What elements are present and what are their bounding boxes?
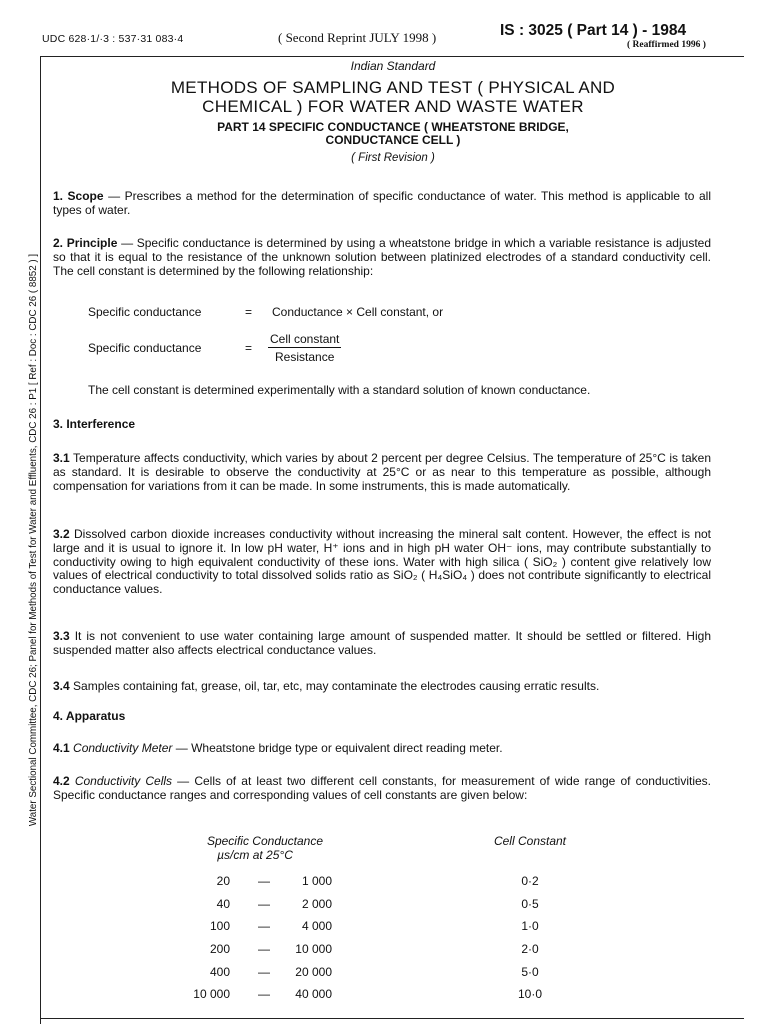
range-to: 40 000: [295, 987, 332, 1001]
document-title-line1: METHODS OF SAMPLING AND TEST ( PHYSICAL AND: [170, 78, 616, 97]
range-to: 2 000: [301, 897, 332, 911]
paragraph-3-1: [53, 452, 711, 493]
paragraph-3-3-label: 3.3: [53, 629, 70, 643]
range-to: 10 000: [295, 942, 332, 956]
standard-label: Indian Standard: [350, 59, 436, 73]
equation-2-numerator: Cell constant: [270, 332, 340, 346]
paragraph-3-3-text: It is not convenient to use water containing large amount of suspended matter. It should be settled or filtered. High suspended matter also affects electrical conductance values.: [53, 629, 711, 657]
equation-1-lhs: Specific conductance: [88, 305, 202, 319]
paragraph-4-2-term: Conductivity Cells: [74, 774, 173, 788]
range-dash: —: [258, 942, 270, 956]
range-from: 400: [209, 965, 230, 979]
range-dash: —: [258, 965, 270, 979]
frame-top-rule: [40, 56, 744, 57]
frame-bottom-rule: [40, 1018, 744, 1019]
equation-2-fraction: [268, 332, 341, 364]
paragraph-3-4-label: 3.4: [53, 679, 70, 693]
equation-2-operator: =: [245, 341, 253, 355]
paragraph-3-2: [53, 528, 711, 597]
range-from: 10 000: [193, 987, 230, 1001]
cell-constant-value: 0·5: [521, 897, 539, 911]
range-from: 20: [216, 874, 230, 888]
range-from: 40: [216, 897, 230, 911]
range-from: 200: [209, 942, 230, 956]
paragraph-3-1-label: 3.1: [53, 451, 70, 465]
paragraph-3-1-text: Temperature affects conductivity, which varies by about 2 percent per degree Celsius. The temperature of 25°C is taken as standard. It is desirable to observe the conductivity at 25°C or as near to this temperature as possible, although compensation for variations from it can be made. In some instruments, this is made automatically.: [53, 451, 711, 493]
paragraph-4-1-text: — Wheatstone bridge type or equivalent direct reading meter.: [172, 741, 503, 755]
paragraph-4-1-term: Conductivity Meter: [73, 741, 173, 755]
scope-paragraph: [53, 190, 711, 218]
equation-2-lhs: Specific conductance: [88, 341, 202, 355]
document-title-line2: CHEMICAL ) FOR WATER AND WASTE WATER: [202, 97, 584, 116]
cell-constant-value: 2·0: [521, 942, 539, 956]
principle-text: — Specific conductance is determined by using a wheatstone bridge in which a variable resistance is adjusted so that it is equal to the resistance of the unknown solution between platinized electrodes of a standard conductivity cell. The cell constant is determined by the following relationship:: [53, 236, 711, 278]
part-title-line1: PART 14 SPECIFIC CONDUCTANCE ( WHEATSTONE BRIDGE,: [217, 120, 569, 134]
equation-1-operator: =: [245, 305, 253, 319]
paragraph-4-2-text: — Cells of at least two different cell constants, for measurement of wide range of conductivities. Specific conductance ranges and corresponding values of cell constants are given below:: [53, 774, 711, 802]
paragraph-3-4: [53, 680, 711, 694]
range-from: 100: [209, 919, 230, 933]
cell-constant-value: 5·0: [521, 965, 539, 979]
range-dash: —: [258, 897, 270, 911]
reaffirmed-note: ( Reaffirmed 1996 ): [627, 40, 706, 50]
equation-2-denominator: Resistance: [275, 350, 335, 364]
interference-heading: 3. Interference: [53, 417, 136, 431]
paragraph-3-4-text: Samples containing fat, grease, oil, tar, etc, may contaminate the electrodes causing erratic results.: [69, 679, 600, 693]
paragraph-4-2-label: 4.2: [53, 774, 70, 788]
range-to: 20 000: [295, 965, 332, 979]
standard-number: IS : 3025 ( Part 14 ) - 1984: [500, 22, 687, 39]
reprint-note: ( Second Reprint JULY 1998 ): [278, 30, 437, 45]
paragraph-3-2-text: Dissolved carbon dioxide increases conductivity without increasing the mineral salt content. However, the effect is not large and it is usual to ignore it. In low pH water, H⁺ ions and in high pH water OH⁻ ions, may contribute substantially to conductivity owing to high equivalent conductivity of these ions. Water with high silica ( SiO₂ ) content give relatively low values of electrical conductivity to total dissolved solids ratio as SiO₂ ( H₄SiO₄ ) does not contribute significantly to electrical conductance values.: [53, 527, 711, 597]
equation-1-rhs: Conductance × Cell constant, or: [272, 305, 444, 319]
table-header-unit: µs/cm at 25°C: [217, 848, 293, 862]
side-note: Water Sectional Committee, CDC 26; Panel for Methods of Test for Water and Effluents, CDC 26 : P1 [ Ref : Doc : CDC 26 ( 8852 ) ]: [28, 253, 39, 827]
paragraph-3-2-label: 3.2: [53, 527, 70, 541]
range-dash: —: [258, 987, 270, 1001]
paragraph-4-1-label: 4.1: [53, 741, 70, 755]
paragraph-3-3: [53, 630, 711, 658]
cell-constant-value: 0·2: [521, 874, 539, 888]
range-to: 4 000: [301, 919, 332, 933]
apparatus-heading: 4. Apparatus: [53, 709, 126, 723]
udc-code: UDC 628·1/·3 : 537·31 083·4: [42, 33, 184, 45]
part-title-line2: CONDUCTANCE CELL ): [325, 133, 461, 147]
paragraph-4-2: [53, 775, 711, 803]
range-dash: —: [258, 874, 270, 888]
cell-constant-value: 10·0: [517, 987, 543, 1001]
paragraph-4-1: [53, 742, 711, 756]
scope-label: 1. Scope: [53, 189, 104, 203]
range-to: 1 000: [301, 874, 332, 888]
cell-constant-note: The cell constant is determined experimentally with a standard solution of known conductance.: [88, 383, 591, 397]
table-header-cell-constant: Cell Constant: [493, 834, 567, 848]
cell-constant-value: 1·0: [521, 919, 539, 933]
revision-label: ( First Revision ): [351, 152, 435, 164]
principle-paragraph: [53, 237, 711, 278]
principle-label: 2. Principle: [53, 236, 118, 250]
range-dash: —: [258, 919, 270, 933]
scope-text: — Prescribes a method for the determination of specific conductance of water. This method is applicable to all types of water.: [53, 189, 711, 217]
frame-left-rule: [40, 56, 41, 1024]
table-header-specific-conductance: Specific Conductance: [206, 834, 324, 848]
